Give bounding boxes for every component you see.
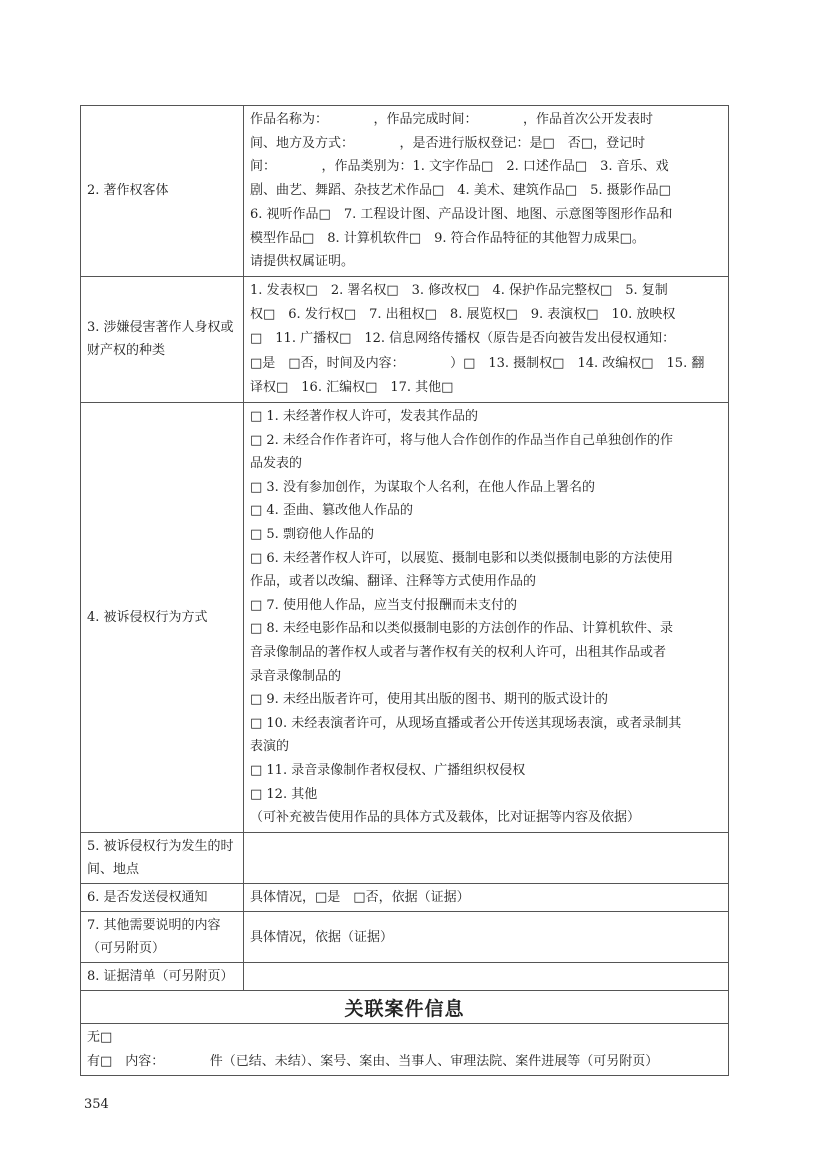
checkbox-option: □ 4. 歪曲、篡改他人作品的 [250, 503, 413, 519]
label-infringing-acts: 4. 被诉侵权行为方式 [81, 402, 244, 832]
text-line: 间： ，作品类别为：1. 文字作品□ 2. 口述作品□ 3. 音乐、戏 [250, 159, 669, 175]
related-cases-row [81, 1024, 729, 1076]
content-infringed-rights [244, 276, 729, 402]
row-copyright-object [81, 106, 729, 277]
checkbox-option: □ 8. 未经电影作品和以类似摄制电影的方法创作的作品、计算机软件、录 [250, 621, 673, 637]
text-line: 剧、曲艺、舞蹈、杂技艺术作品□ 4. 美术、建筑作品□ 5. 摄影作品□ [250, 183, 671, 199]
related-none-option: 无□ [87, 1030, 113, 1046]
page-number: 354 [84, 1097, 109, 1112]
text-line: 间、地方及方式： ，是否进行版权登记：是□ 否□，登记时 [250, 135, 646, 151]
row-infringed-rights [81, 276, 729, 402]
checkbox-option: □ 9. 未经出版者许可，使用其出版的图书、期刊的版式设计的 [250, 692, 608, 708]
content-copyright-object [244, 106, 729, 277]
content-infringement-notice: 具体情况，□是 □否，依据（证据） [244, 883, 729, 912]
row-infringing-acts [81, 402, 729, 832]
label-other-notes: 7. 其他需要说明的内容（可另附页） [81, 912, 244, 963]
text-line: 表演的 [250, 739, 290, 755]
checkbox-option: □ 1. 未经著作权人许可，发表其作品的 [250, 409, 478, 425]
label-evidence-list: 8. 证据清单（可另附页） [81, 963, 244, 991]
related-cases-content [81, 1024, 729, 1076]
text-line: □ 11. 广播权□ 12. 信息网络传播权（原告是否向被告发出侵权通知： [250, 331, 676, 347]
text-line: 译权□ 16. 汇编权□ 17. 其他□ [250, 379, 454, 395]
text-line: 1. 发表权□ 2. 署名权□ 3. 修改权□ 4. 保护作品完整权□ 5. 复制 [250, 282, 668, 298]
text-line: 6. 视听作品□ 7. 工程设计图、产品设计图、地图、示意图等图形作品和 [250, 206, 673, 222]
related-cases-title: 关联案件信息 [81, 991, 729, 1024]
related-cases-header-row [81, 991, 729, 1024]
row-other-notes [81, 912, 729, 963]
label-infringed-rights: 3. 涉嫌侵害著作人身权或财产权的种类 [81, 276, 244, 402]
row-evidence-list [81, 963, 729, 991]
text-line: 作品名称为： ，作品完成时间： ，作品首次公开发表时 [250, 112, 654, 127]
checkbox-option: □ 2. 未经合作作者许可，将与他人合作创作的作品当作自己单独创作的作 [250, 432, 673, 448]
note-line: （可补充被告使用作品的具体方式及载体，比对证据等内容及依据） [250, 810, 641, 826]
label-infringement-notice: 6. 是否发送侵权通知 [81, 883, 244, 912]
checkbox-option: □ 6. 未经著作权人许可，以展览、摄制电影和以类似摄制电影的方法使用 [250, 550, 673, 566]
row-infringement-notice [81, 883, 729, 912]
content-evidence-list [244, 963, 729, 991]
checkbox-option: □ 5. 剽窃他人作品的 [250, 527, 374, 543]
checkbox-option: □ 12. 其他 [250, 786, 318, 802]
content-infringing-acts [244, 402, 729, 832]
related-has-option: 有□ 内容： 件（已结、未结）、案号、案由、当事人、审理法院、案件进展等（可另附页） [87, 1053, 659, 1069]
checkbox-option: □ 11. 录音录像制作者权侵权、广播组织权侵权 [250, 763, 526, 778]
checkbox-option: □ 7. 使用他人作品，应当支付报酬而未支付的 [250, 597, 517, 613]
text-line: 音录像制品的著作权人或者与著作权有关的权利人许可，出租其作品或者 [250, 645, 667, 661]
label-copyright-object: 2. 著作权客体 [81, 106, 244, 277]
content-time-place [244, 832, 729, 883]
row-time-place [81, 832, 729, 883]
complaint-form-table [80, 105, 729, 1076]
text-line: 品发表的 [250, 456, 303, 472]
text-line: □是 □否，时间及内容： ）□ 13. 摄制权□ 14. 改编权□ 15. 翻 [250, 355, 705, 371]
content-other-notes: 具体情况，依据（证据） [244, 912, 729, 963]
label-time-place: 5. 被诉侵权行为发生的时间、地点 [81, 832, 244, 883]
text-line: 模型作品□ 8. 计算机软件□ 9. 符合作品特征的其他智力成果□。 [250, 230, 645, 246]
checkbox-option: □ 3. 没有参加创作，为谋取个人名利，在他人作品上署名的 [250, 479, 595, 495]
text-line: 权□ 6. 发行权□ 7. 出租权□ 8. 展览权□ 9. 表演权□ 10. 放映权 [250, 307, 676, 323]
checkbox-option: □ 10. 未经表演者许可，从现场直播或者公开传送其现场表演，或者录制其 [250, 715, 682, 731]
text-line: 作品，或者以改编、翻译、注释等方式使用作品的 [250, 574, 537, 590]
text-line: 录音录像制品的 [250, 668, 342, 684]
text-line: 请提供权属证明。 [250, 254, 355, 270]
